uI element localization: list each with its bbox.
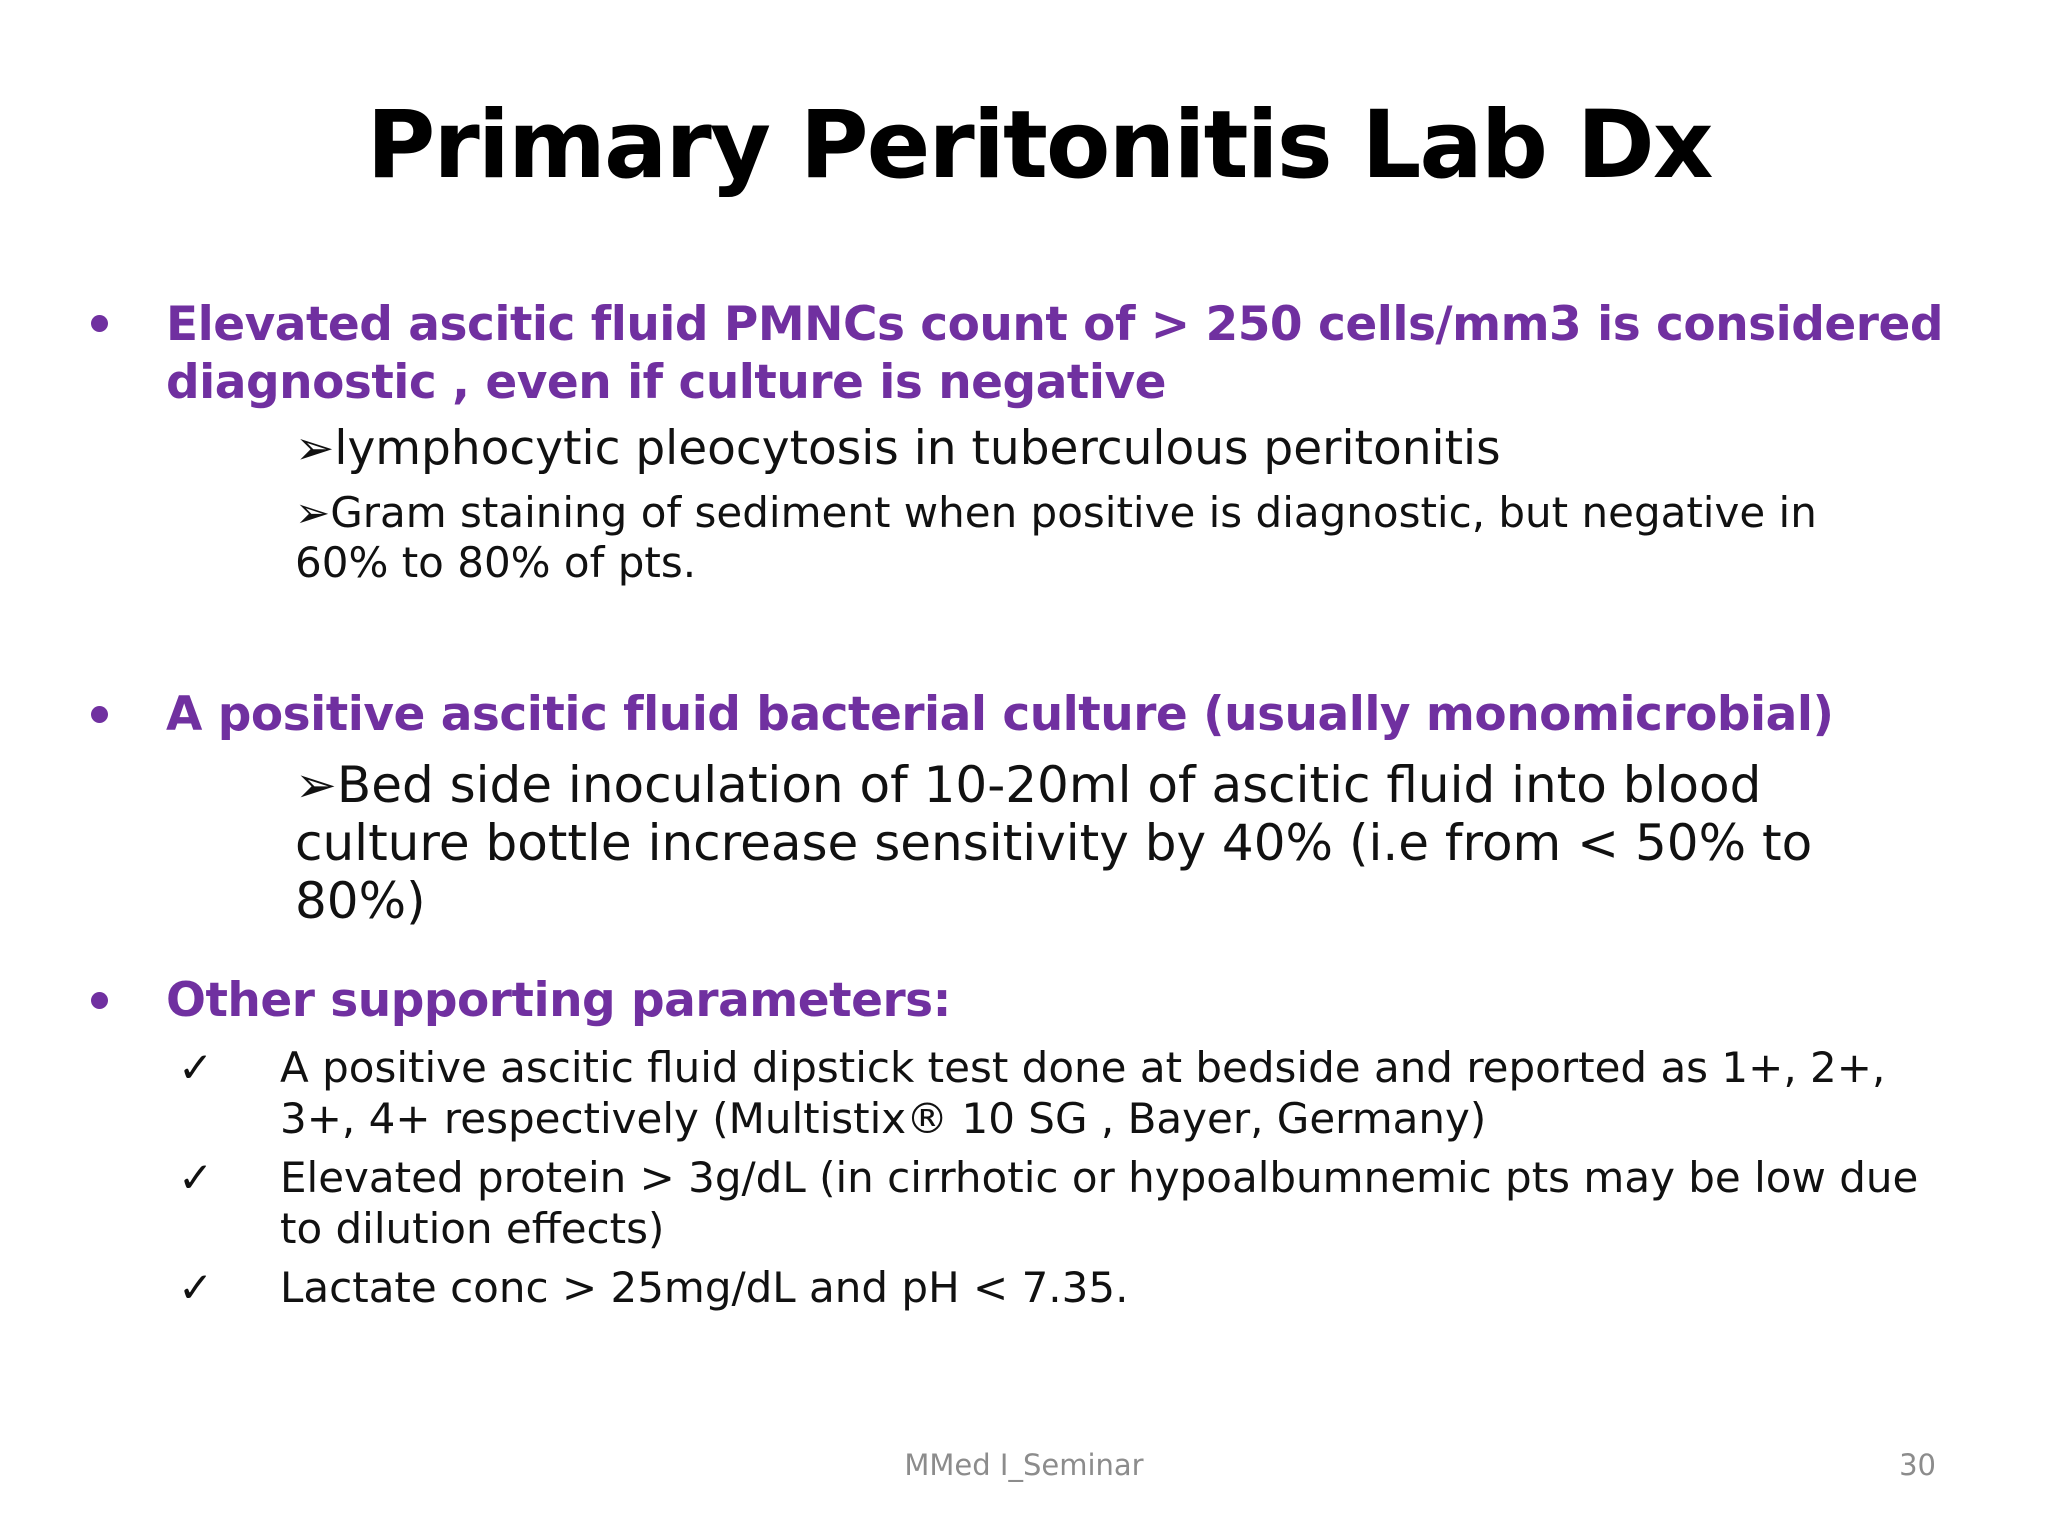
check-item-protein <box>170 1152 1970 1256</box>
bullet-point-pmnc-count: Elevated ascitic fluid PMNCs count of > 250 cells/mm3 is considered diagnostic , even if culture is negative <box>166 297 1943 410</box>
checkmark-icon: ✓ <box>178 1043 214 1092</box>
arrow-bullet-icon: ➢ <box>295 756 337 814</box>
check-item-text: A positive ascitic fluid dipstick test done at bedside and reported as 1+, 2+, 3+, 4+ respectively (Multistix® 10 SG , Bayer, Germany) <box>280 1043 1886 1143</box>
check-item-text: Elevated protein > 3g/dL (in cirrhotic or hypoalbumnemic pts may be low due to dilution effects) <box>280 1153 1919 1253</box>
checkmark-icon: ✓ <box>178 1153 214 1202</box>
footer-text: MMed I_Seminar <box>904 1448 1144 1482</box>
subpoint-text: Bed side inoculation of 10-20ml of ascitic fluid into blood culture bottle increase sensitivity by 40% (i.e from < 50% to 80%) <box>295 756 1813 930</box>
arrow-bullet-icon: ➢ <box>295 421 335 476</box>
subpoint-bedside-inoculation <box>295 756 1935 930</box>
check-item-dipstick <box>170 1042 1970 1146</box>
check-item-lactate <box>170 1262 1970 1316</box>
checkmark-icon: ✓ <box>178 1263 214 1312</box>
bullet-point-culture: A positive ascitic fluid bacterial culture (usually monomicrobial) <box>166 687 1834 742</box>
arrow-bullet-icon: ➢ <box>295 488 331 537</box>
subpoint-lymphocytic <box>295 420 1995 478</box>
subpoint-gram-stain <box>295 488 1915 588</box>
bullet-dot <box>91 315 108 332</box>
subpoint-text: Gram staining of sediment when positive is diagnostic, but negative in 60% to 80% of pts. <box>295 488 1817 587</box>
bullet-dot <box>91 992 108 1009</box>
check-item-text: Lactate conc > 25mg/dL and pH < 7.35. <box>280 1263 1129 1312</box>
slide-title: Primary Peritonitis Lab Dx <box>366 91 1712 200</box>
slide-number: 30 <box>1899 1448 1936 1482</box>
bullet-dot <box>91 706 108 723</box>
subpoint-text: lymphocytic pleocytosis in tuberculous peritonitis <box>334 421 1501 476</box>
bullet-point-other-parameters: Other supporting parameters: <box>166 973 951 1028</box>
